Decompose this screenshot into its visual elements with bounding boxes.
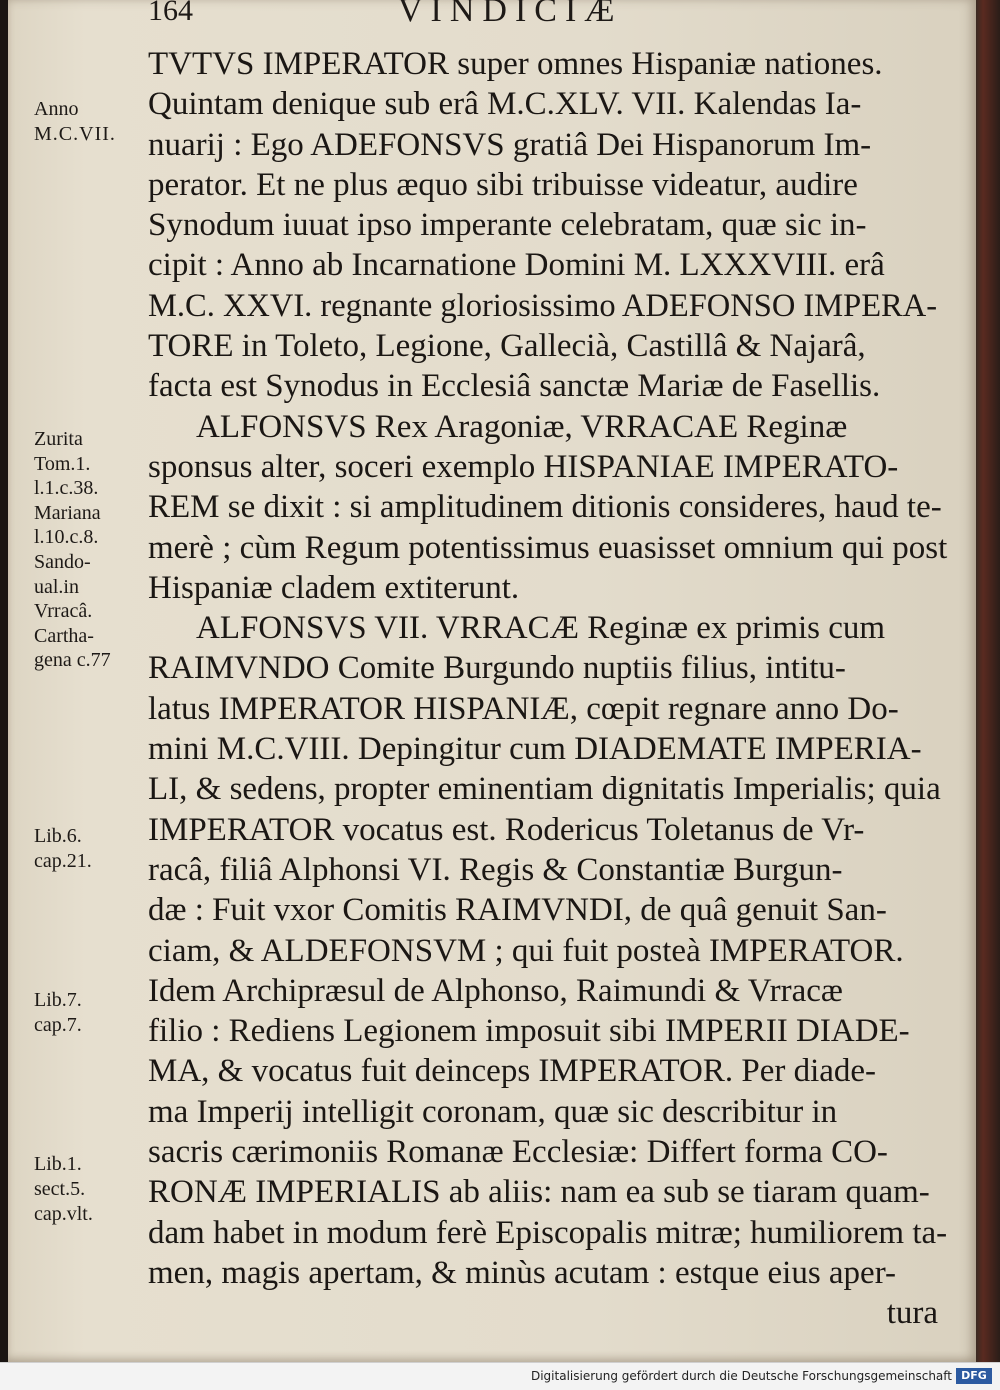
margin-note-line: sect.5.: [34, 1178, 86, 1200]
text-line: Quintam denique sub erâ M.C.XLV. VII. Kalendas Ia-: [148, 86, 862, 123]
margin-note-line: Anno: [34, 98, 79, 120]
margin-note-line: gena c.77: [34, 649, 111, 672]
text-line: latus IMPERATOR HISPANIÆ, cœpit regnare anno Do-: [148, 690, 899, 727]
text-line: men, magis apertam, & minùs acutam : estque eius aper-: [148, 1254, 897, 1291]
text-line: ALFONSVS Rex Aragoniæ, VRRACAE Reginæ: [196, 408, 848, 445]
margin-note-line: cap.7.: [34, 1014, 82, 1036]
margin-note-line: Lib.6.: [34, 825, 82, 847]
text-line: Synodum iuuat ipso imperante celebratam, quæ sic in-: [148, 207, 867, 244]
margin-note-line: cap.21.: [34, 850, 92, 872]
margin-note-line: M.C.VII.: [34, 123, 116, 145]
margin-note-line: l.1.c.38.: [34, 477, 99, 500]
text-line: MA, & vocatus fuit deinceps IMPERATOR. Per diade-: [148, 1053, 877, 1090]
text-line: cipit : Anno ab Incarnatione Domini M. LXXXVIII. erâ: [148, 247, 885, 284]
margin-note-line: Tom.1.: [34, 452, 91, 475]
text-line: TORE in Toleto, Legione, Gallecià, Castillâ & Najarâ,: [148, 328, 866, 365]
text-line: merè ; cùm Regum potentissimus euasisset omnium qui post: [148, 529, 948, 566]
text-line: dam habet in modum ferè Episcopalis mitræ; humiliorem ta-: [148, 1214, 948, 1251]
text-line: racâ, filiâ Alphonsi VI. Regis & Constantiæ Burgun-: [148, 851, 843, 888]
text-line: perator. Et ne plus æquo sibi tribuisse videatur, audire: [148, 166, 858, 203]
text-line: IMPERATOR vocatus est. Rodericus Toletanus de Vr-: [148, 811, 865, 848]
text-line: RONÆ IMPERIALIS ab aliis: nam ea sub se tiaram quam-: [148, 1174, 930, 1211]
text-line: nuarij : Ego ADEFONSVS gratiâ Dei Hispanorum Im-: [148, 126, 872, 163]
text-line: tura: [886, 1295, 938, 1332]
text-line: LI, & sedens, propter eminentiam dignitatis Imperialis; quia: [148, 771, 941, 808]
text-line: ciam, & ALDEFONSVM ; qui fuit posteà IMPERATOR.: [148, 932, 904, 969]
margin-note-zurita: [34, 427, 139, 673]
margin-note-line: Sando-: [34, 550, 91, 573]
text-line: ALFONSVS VII. VRRACÆ Reginæ ex primis cum: [196, 610, 886, 647]
margin-note-lib1: [34, 1152, 139, 1227]
body-text: [148, 44, 948, 1334]
margin-note-lib7: [34, 988, 139, 1038]
margin-note-line: Zurita: [34, 428, 83, 450]
margin-note-line: l.10.c.8.: [34, 526, 99, 549]
margin-note-line: Mariana: [34, 501, 101, 524]
dfg-logo: DFG: [956, 1368, 992, 1384]
page-number: 164: [148, 0, 193, 27]
margin-note-line: Cartha-: [34, 624, 94, 647]
text-line: filio : Rediens Legionem imposuit sibi IMPERII DIADE-: [148, 1013, 910, 1050]
funding-notice: Digitalisierung gefördert durch die Deutsche Forschungsgemeinschaft: [530, 1369, 952, 1383]
margin-note-anno: [34, 97, 139, 147]
text-line: Hispaniæ cladem extiterunt.: [148, 569, 520, 606]
text-line: dæ : Fuit vxor Comitis RAIMVNDI, de quâ genuit San-: [148, 892, 887, 929]
text-line: REM se dixit : si amplitudinem ditionis consideres, haud te-: [148, 489, 942, 526]
text-line: ma Imperij intelligit coronam, quæ sic describitur in: [148, 1093, 838, 1130]
margin-note-line: Vrracâ.: [34, 600, 93, 623]
text-line: mini M.C.VIII. Depingitur cum DIADEMATE IMPERIA-: [148, 731, 922, 768]
footer-bar: [0, 1362, 1000, 1390]
text-line: sponsus alter, soceri exemplo HISPANIAE IMPERATO-: [148, 448, 899, 485]
text-line: Idem Archipræsul de Alphonso, Raimundi & Vrracæ: [148, 972, 843, 1009]
text-line: sacris cærimoniis Romanæ Ecclesiæ: Differt forma CO-: [148, 1134, 888, 1171]
margin-note-line: Lib.1.: [34, 1153, 82, 1175]
book-spine: [976, 0, 1000, 1362]
text-line: M.C. XXVI. regnante gloriosissimo ADEFONSO IMPERA-: [148, 287, 938, 324]
margin-note-line: ual.in: [34, 575, 79, 598]
text-line: facta est Synodus in Ecclesiâ sanctæ Mariæ de Fasellis.: [148, 368, 881, 405]
margin-note-lib6: [34, 824, 139, 874]
text-line: TVTVS IMPERATOR super omnes Hispaniæ nationes.: [148, 46, 883, 82]
running-title: VINDICIÆ: [398, 0, 623, 29]
margin-note-line: Lib.7.: [34, 989, 82, 1011]
text-line: RAIMVNDO Comite Burgundo nuptiis filius, intitu-: [148, 650, 846, 687]
margin-note-line: cap.vlt.: [34, 1203, 93, 1225]
